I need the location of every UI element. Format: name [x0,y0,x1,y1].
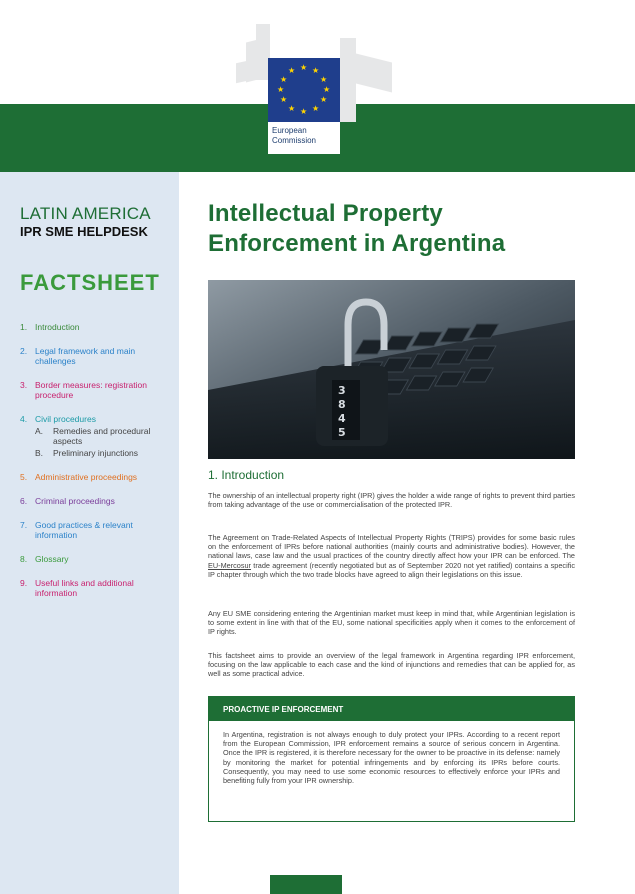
lock-dial-3: 4 [338,412,346,425]
toc-number: 2. [20,346,28,356]
toc-label: Good practices & relevant information [35,520,133,540]
toc-number: 3. [20,380,28,390]
paragraph: This factsheet aims to provide an overview of the legal framework in Argentina regarding IPR enforcement, focusing on the law applicable to each case and the kind of injunctions and remedies that can be applied for, as well as some practical advice. [208,651,575,679]
toc-label: Introduction [35,322,80,332]
section-heading-introduction: 1. Introduction [208,468,285,482]
eu-mercosur-link[interactable]: EU-Mercosur [208,560,251,570]
toc-number: 8. [20,554,28,564]
helpdesk-title: LATIN AMERICA [20,204,151,223]
european-commission-logo[interactable] [236,18,400,145]
logo-line-2: Commission [272,136,317,145]
title-line-1: Intellectual Property [208,200,443,227]
logo-building-shape [356,54,392,93]
toc-label: Administrative proceedings [35,472,138,482]
toc-entry [35,554,69,564]
toc-label: Border measures: registration procedure [35,380,147,400]
toc-entry [35,346,170,366]
paragraph: The ownership of an intellectual property right (IPR) gives the holder a wide range of rights to prevent third parties from taking advantage of the use or commercialisation of the protected IPR. [208,491,575,510]
toc-entry [35,380,170,400]
callout-heading: PROACTIVE IP ENFORCEMENT [209,697,574,721]
toc-entry [35,496,115,506]
toc-label: Criminal proceedings [35,496,115,506]
toc-item[interactable] [20,520,170,540]
toc-subitem-number: B. [35,448,44,458]
helpdesk-subtitle: IPR SME HELPDESK [20,224,148,239]
lock-dial-2: 8 [338,398,346,411]
toc-item[interactable] [20,346,170,366]
toc-entry [35,578,170,598]
callout-box [208,696,575,822]
toc-subitem-number: A. [35,426,44,436]
toc-number: 5. [20,472,28,482]
logo-wordmark [268,122,340,154]
toc-label: Useful links and additional information [35,578,134,598]
page-title [208,199,608,259]
toc-entry [35,520,170,540]
toc-item[interactable] [20,414,170,458]
toc-label: Glossary [35,554,69,564]
paragraph-trips [208,533,575,579]
paragraph: Any EU SME considering entering the Argentinian market must keep in mind that, while Argentinian legislation is to some extent in line with that of the EU, some national specificities apply when it comes to the enforcement of IP rights. [208,609,575,637]
toc-subitem[interactable] [35,448,170,458]
toc-number: 6. [20,496,28,506]
eu-flag-icon: ★ ★ ★ ★ ★ ★ ★ ★ ★ ★ ★ ★ [268,58,340,122]
toc-subitem[interactable] [35,426,170,446]
logo-building-shape [340,38,356,122]
table-of-contents [20,322,170,612]
hero-image [208,280,575,459]
logo-line-1: European [272,126,307,135]
lock-dial-4: 5 [338,426,346,439]
callout-body: In Argentina, registration is not always enough to duly protect your IPRs. According to a recent report from the European Commission, IPR enforcement remains a source of serious concern in Argentina. Once the IPR is registered, it is therefore necessary for the owner to be proactive in its defense: namely by monitoring the market for potential infringements and by enforcing its IPRs before courts. Consequently, you may need to use some economic resources to effectively enforce your IPRs and benefiting fully from your IPR ownership. [223,730,560,786]
toc-entry [35,472,137,482]
factsheet-label: FACTSHEET [20,270,160,295]
toc-entry [35,322,79,332]
title-line-2: Enforcement in Argentina [208,230,506,257]
toc-number: 9. [20,578,28,588]
sidebar [0,172,179,894]
toc-label: Legal framework and main challenges [35,346,136,366]
toc-item[interactable] [20,496,170,506]
padlock-on-laptop-icon [208,280,575,459]
toc-item[interactable] [20,380,170,400]
toc-label: Civil procedures [35,414,96,424]
toc-number: 1. [20,322,28,332]
paragraph-text: The Agreement on Trade-Related Aspects of Intellectual Property Rights (TRIPS) provides for some basic rules on the enforcement of IPRs before national authorities (mainly courts and administrative bodies). However, the national laws, case law and the usual practices of the country directly affect how your IPR can be enforced. The [208,533,575,561]
toc-item[interactable] [20,578,170,598]
toc-item[interactable] [20,322,170,332]
toc-entry [35,414,170,458]
toc-item[interactable] [20,554,170,564]
toc-number: 4. [20,414,28,424]
toc-subitem-label: Preliminary injunctions [53,448,139,458]
footer-tab [270,875,342,894]
toc-item[interactable] [20,472,170,482]
lock-dial-1: 3 [338,384,346,397]
toc-number: 7. [20,520,28,530]
toc-subitem-label: Remedies and procedural aspects [53,426,151,446]
paragraph-text: trade agreement (recently negotiated but as of September 2020 not yet ratified) contains a specific IP chapter through which the two trade blocks have agreed to align their legislations on this issue. [208,560,575,579]
